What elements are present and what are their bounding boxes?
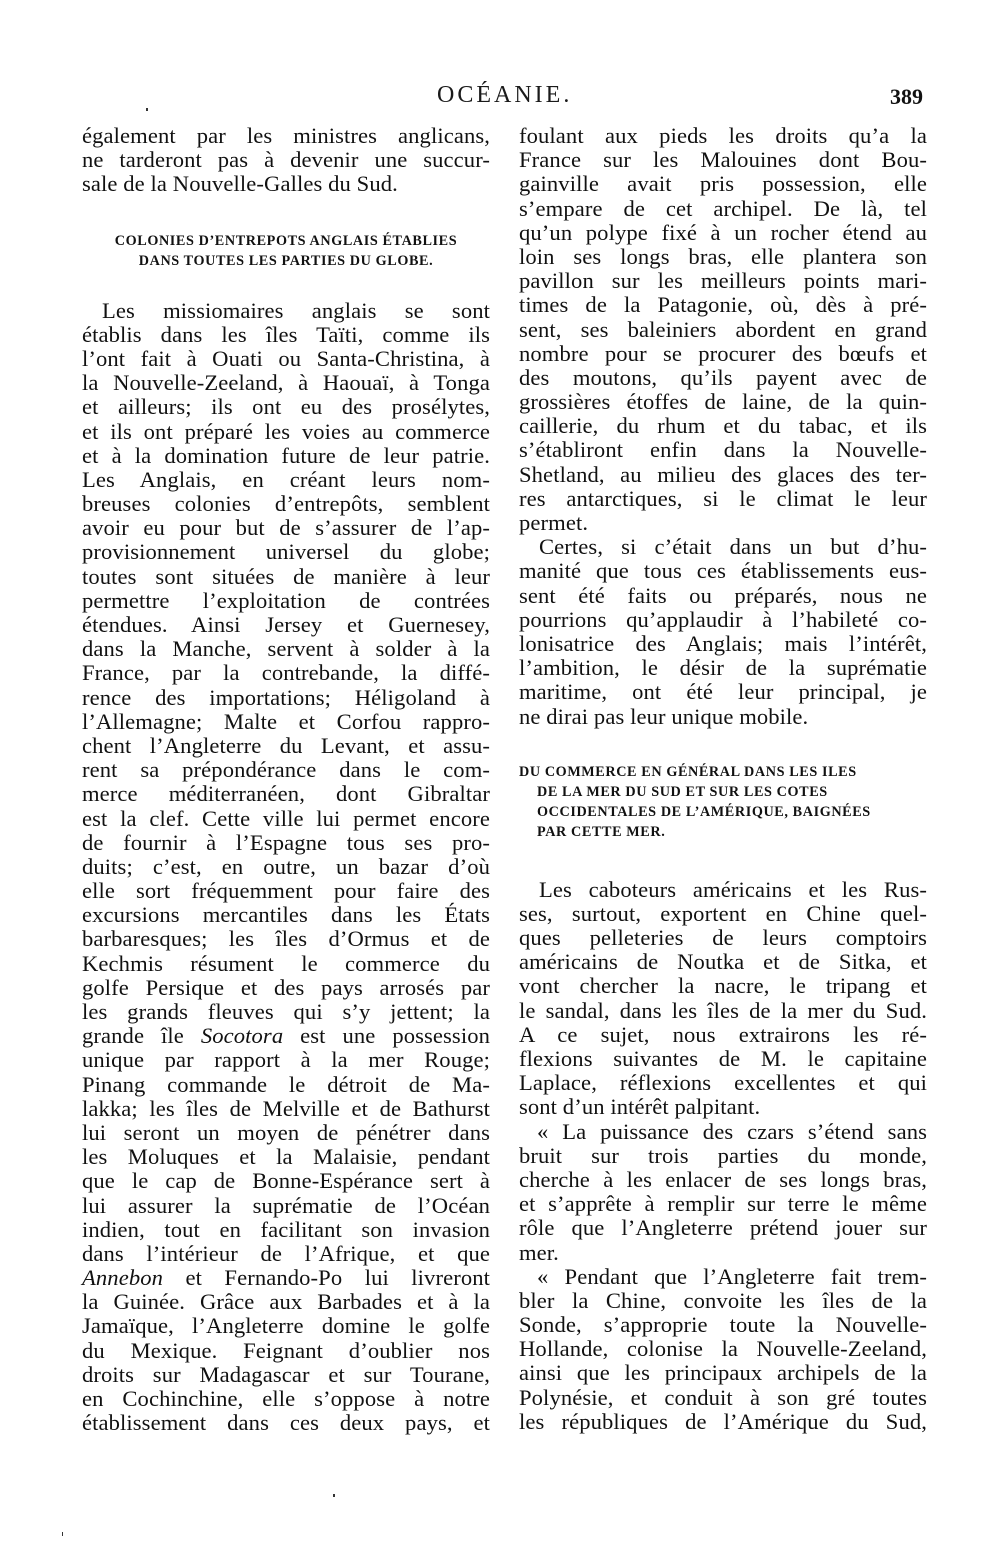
paragraph-missionnaires (82, 299, 490, 1436)
text-line: et ailleurs; ils ont eu des prosélytes, (82, 394, 490, 420)
text-line: Shetland, au milieu des glaces des ter- (519, 461, 927, 487)
text-line: la Guinée. Grâce aux Barbades et à la (82, 1289, 490, 1315)
text-line: des moutons, qu’ils payent avec de (519, 364, 927, 390)
text-line: permettre l’exploitation de contrées (82, 587, 490, 613)
text-line: manité que tous ces établissements eus- (519, 558, 927, 584)
text-line: ainsi que les principaux archipels de la (519, 1360, 927, 1386)
paragraph-caboteurs (519, 878, 927, 1120)
text-run: et Fernando-Po lui livreront (163, 1265, 490, 1291)
text-line: Kechmis résument le commerce du (82, 950, 490, 976)
text-line: sont d’un intérêt palpitant. (519, 1094, 761, 1120)
text-line: de fournir à l’Espagne tous ses pro- (82, 829, 490, 855)
text-line: toutes sont situées de manière à leur (82, 563, 490, 589)
text-line: rence des importations; Héligoland à (82, 684, 490, 710)
text-line: unique par rapport à la mer Rouge; (82, 1047, 490, 1073)
text-line: barbaresques; les îles d’Ormus et de (82, 926, 490, 952)
text-line: du Mexique. Feignant d’oublier nos (82, 1337, 490, 1363)
text-line: et à la domination future de leur patrie. (82, 442, 490, 468)
paragraph-continued (519, 124, 927, 535)
text-line: ses, surtout, exportent en Chine quel- (519, 900, 927, 926)
text-line: duits; c’est, en outre, un bazar d’où (82, 853, 490, 879)
text-run: grande île (82, 1023, 201, 1049)
text-line: bruit sur trois parties du monde, (519, 1142, 927, 1168)
text-line: sent, ses baleiniers abordent en grand (519, 316, 927, 342)
heading-line: DU COMMERCE EN GÉNÉRAL DANS LES ILES (519, 763, 857, 780)
text-line: chent l’Angleterre du Levant, et assu- (82, 732, 490, 758)
heading-line: COLONIES D’ENTREPOTS ANGLAIS ÉTABLIES (114, 232, 458, 249)
text-line: indien, tout en facilitant son invasion (82, 1216, 490, 1242)
text-line: les grands fleuves qui s’y jettent; la (82, 999, 490, 1024)
text-line: lonisatrice des Anglais; mais l’intérêt, (519, 630, 927, 656)
text-line: Laplace, réflexions excellentes et qui (519, 1070, 927, 1096)
text-line: golfe Persique et des pays arrosés par (82, 974, 490, 1000)
text-line: Les caboteurs américains et les Rus- (539, 876, 927, 902)
scan-speck (333, 1494, 335, 1497)
text-line: France sur les Malouines dont Bou- (519, 147, 927, 173)
text-line: et s’apprête à remplir sur terre le même (519, 1191, 927, 1217)
text-line: américains de Noutka et de Sitka, et (519, 949, 927, 975)
text-line: pavillon sur les meilleurs points mari- (519, 268, 927, 294)
text-line: lui assurer la suprématie de l’Océan (82, 1192, 490, 1218)
page-number: 389 (890, 84, 923, 109)
italic-place-name: Annebon (82, 1265, 164, 1291)
text-line: que le cap de Bonne-Espérance sert à (82, 1168, 490, 1194)
text-line: qu’un polype fixé à un rocher étend au (519, 219, 927, 245)
text-line: Jamaïque, l’Angleterre domine le golfe (82, 1313, 490, 1339)
text-line: ne tarderont pas à devenir une succur- (82, 147, 490, 173)
text-line-annebon (82, 1266, 490, 1290)
text-line: excursions mercantiles dans les États (82, 902, 490, 928)
text-line: France, par la contrebande, la diffé- (82, 660, 490, 686)
text-line: lui seront un moyen de pénétrer dans (82, 1119, 490, 1145)
text-line: Certes, si c’était dans un but d’hu- (539, 534, 927, 560)
scan-speck (146, 108, 148, 111)
text-line: A ce sujet, nous extrairons les ré- (519, 1021, 927, 1047)
text-line: rôle que l’Angleterre prétend jouer sur (519, 1215, 927, 1241)
text-line: merce méditerranéen, dont Gibraltar (82, 781, 490, 807)
text-line: les Moluques et la Malaisie, pendant (82, 1144, 490, 1170)
text-line: bler la Chine, convoite les îles de la (519, 1287, 927, 1313)
text-line: res antarctiques, si le climat le leur (519, 485, 927, 511)
text-line: le sandal, dans les îles de la mer du Sud. (519, 997, 927, 1023)
text-line: ne dirai pas leur unique mobile. (519, 703, 809, 729)
text-line: lakka; les îles de Melville et de Bathurst (82, 1095, 490, 1121)
text-line: et ils ont préparé les voies au commerce (82, 418, 490, 444)
text-line: provisionnement universel du globe; (82, 539, 490, 565)
text-line: étendues. Ainsi Jersey et Guernesey, (82, 612, 490, 637)
text-line: dans la Manche, servent à solder à la (82, 636, 490, 662)
text-line: pourrions qu’applaudir à l’habileté co- (519, 606, 927, 632)
paragraph-certes (519, 535, 927, 729)
quote-czars (519, 1120, 927, 1265)
heading-line: PAR CETTE MER. (537, 823, 666, 840)
scan-speck (62, 1532, 63, 1536)
text-line: l’Allemagne; Malte et Corfou rappro- (82, 708, 490, 734)
text-line: Les missiomaires anglais se sont (102, 297, 490, 323)
text-line: l’ont fait à Ouati ou Santa-Christina, à (82, 345, 490, 371)
text-line: établissement dans ces deux pays, et (82, 1410, 490, 1436)
text-line: dans l’intérieur de l’Afrique, et que (82, 1240, 490, 1266)
text-line: sent été faits ou préparés, nous ne (519, 582, 927, 608)
text-line: gainville avait pris possession, elle (519, 171, 927, 197)
text-line: « La puissance des czars s’étend sans (537, 1118, 927, 1144)
text-line: Les Anglais, en créant leurs nom- (82, 466, 490, 492)
text-run: est une possession (283, 1023, 491, 1049)
text-line: mer. (519, 1239, 559, 1265)
text-line: Hollande, colonise la Nouvelle-Zeeland, (519, 1336, 927, 1362)
text-line-socotora (82, 1024, 490, 1048)
text-line: s’établiront enfin dans la Nouvelle- (519, 437, 927, 463)
text-line: est la clef. Cette ville lui permet encore (82, 805, 490, 831)
text-line: Pinang commande le détroit de Ma- (82, 1071, 490, 1097)
text-line: grossières étoffes de laine, de la quin- (519, 389, 927, 415)
text-line: maritime, ont été leur principal, je (519, 679, 927, 705)
text-line: ques pelleteries de leurs comptoirs (519, 925, 927, 951)
text-line: l’ambition, le désir de la suprématie (519, 655, 927, 681)
paragraph-continued (82, 124, 490, 197)
italic-place-name: Socotora (200, 1023, 284, 1049)
text-line: Polynésie, et conduit à son gré toutes (519, 1384, 927, 1410)
text-line: elle sort fréquemment pour faire des (82, 878, 490, 904)
heading-line: DE LA MER DU SUD ET SUR LES COTES (537, 783, 828, 800)
text-line: également par les ministres anglicans, (82, 123, 490, 148)
left-column (82, 124, 490, 1435)
text-line: s’empare de cet archipel. De là, tel (519, 195, 927, 221)
running-title: OCÉANIE. (437, 82, 573, 108)
text-line: foulant aux pieds les droits qu’a la (519, 123, 927, 148)
text-line: cherche à les enlacer de ses longs bras, (519, 1166, 927, 1192)
heading-line: OCCIDENTALES DE L’AMÉRIQUE, BAIGNÉES (537, 803, 871, 820)
text-line: avoir eu pour but de s’assurer de l’ap- (82, 515, 490, 541)
text-line: caillerie, du rhum et du tabac, et ils (519, 413, 927, 439)
running-head (0, 82, 1000, 112)
text-line: droits sur Madagascar et sur Tourane, (82, 1361, 490, 1387)
text-line: la Nouvelle-Zeeland, à Haouaï, à Tonga (82, 370, 490, 396)
right-column (519, 124, 927, 1434)
text-line: loin ses longs bras, elle plantera son (519, 243, 927, 269)
text-line: permet. (519, 510, 589, 535)
text-line: rent sa prépondérance dans le com- (82, 757, 490, 783)
text-line: nombre pour se procurer des bœufs et (519, 340, 927, 366)
text-line: vont chercher la nacre, le tripang et (519, 973, 927, 999)
text-line: breuses colonies d’entrepôts, semblent (82, 491, 490, 517)
heading-line: DANS TOUTES LES PARTIES DU GLOBE. (138, 252, 434, 269)
section-heading (82, 231, 490, 271)
text-line: Sonde, s’approprie toute la Nouvelle- (519, 1312, 927, 1338)
text-line: flexions suivantes de M. le capitaine (519, 1046, 927, 1071)
text-line: les républiques de l’Amérique du Sud, (519, 1408, 927, 1434)
section-heading (519, 762, 927, 842)
text-line: en Cochinchine, elle s’oppose à notre (82, 1386, 490, 1411)
text-line: « Pendant que l’Angleterre fait trem- (537, 1263, 927, 1289)
text-line: sale de la Nouvelle-Galles du Sud. (82, 171, 398, 197)
text-line: établis dans les îles Taïti, comme ils (82, 321, 490, 347)
quote-pendant (519, 1265, 927, 1434)
text-line: times de la Patagonie, où, dès à pré- (519, 292, 927, 318)
